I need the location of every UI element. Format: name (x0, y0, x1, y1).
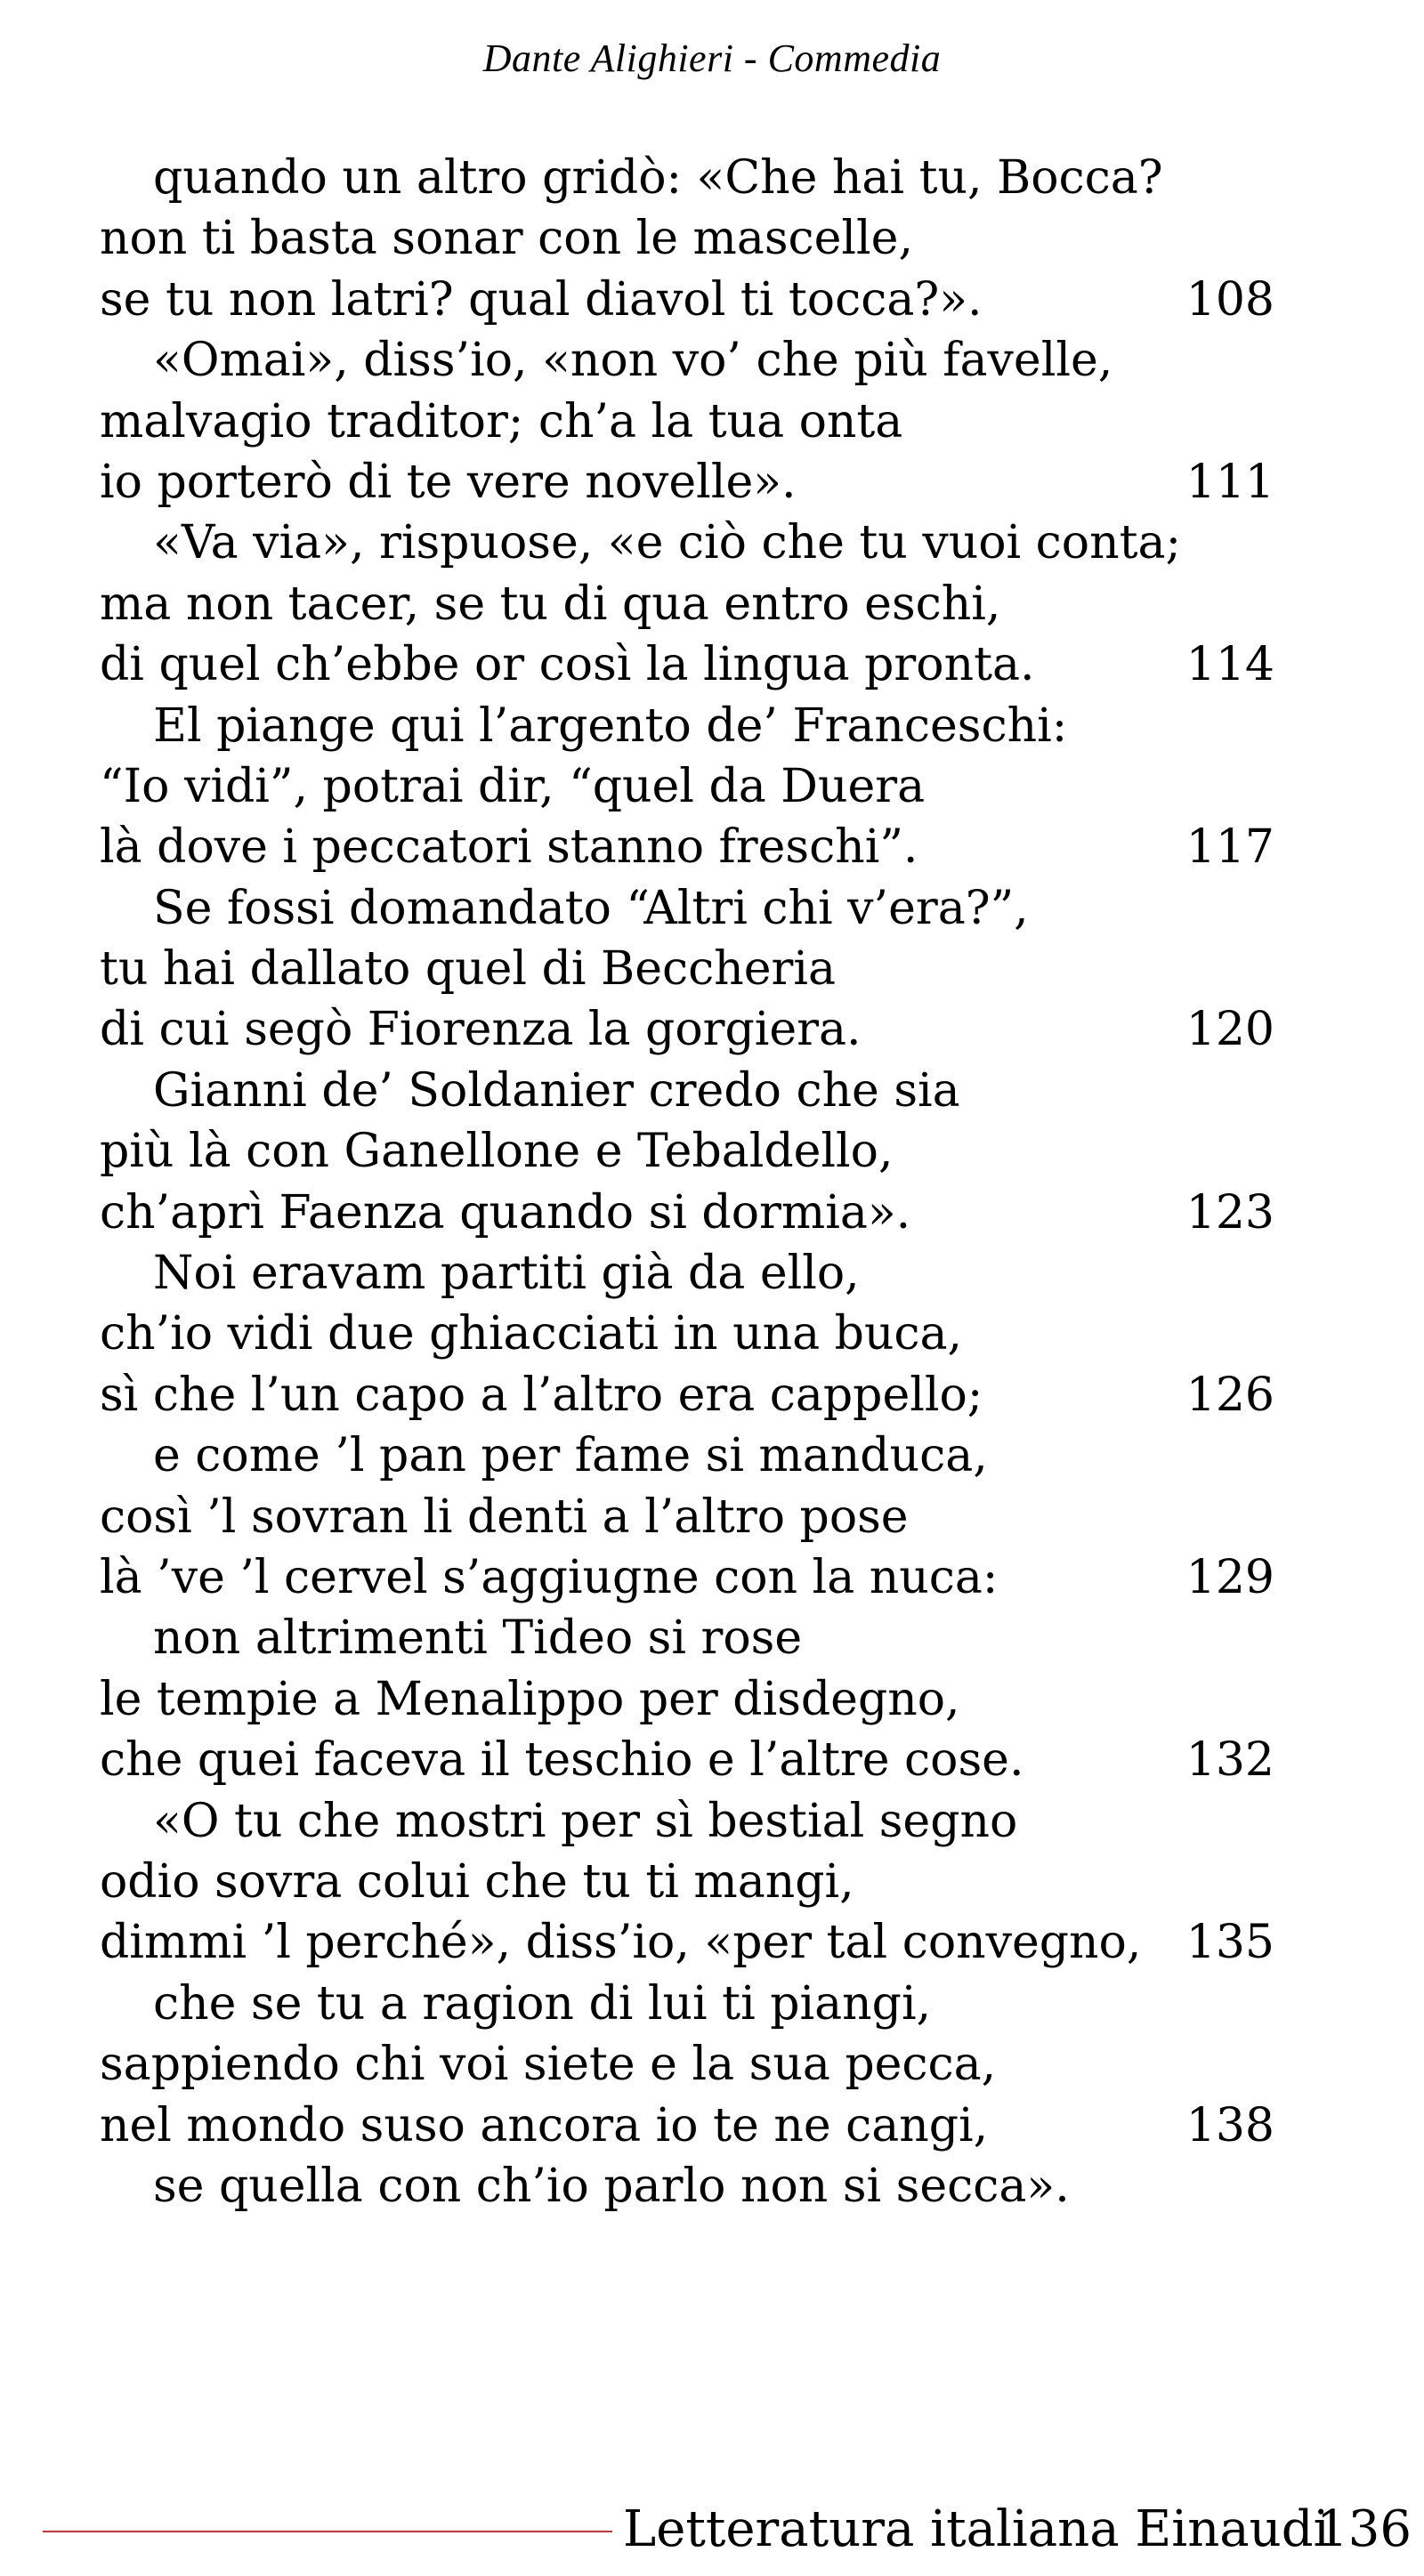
verse-text: ch’aprì Faenza quando si dormia». (100, 1185, 911, 1240)
verse-text: Gianni de’ Soldanier credo che sia (153, 1063, 960, 1118)
verse-text: dimmi ’l perché», diss’io, «per tal convegno, (100, 1916, 1142, 1970)
verse-line (100, 330, 1257, 391)
verse-line (100, 2096, 1274, 2156)
verse-line (100, 1121, 1257, 1182)
verse-text: là ’ve ’l cervel s’aggiugne con la nuca: (100, 1550, 999, 1604)
verse-line (100, 1791, 1257, 1852)
verse-number: 132 (1185, 1733, 1274, 1788)
verse-text: «Omai», diss’io, «non vo’ che più favelle, (153, 334, 1113, 388)
verse-line (100, 452, 1274, 513)
verse-text: ch’io vidi due ghiacciati in una buca, (100, 1307, 963, 1361)
page-footer (0, 2499, 1424, 2561)
verse-text: più là con Ganellone e Tebaldello, (100, 1125, 894, 1179)
verse-line (100, 270, 1274, 330)
verse-number: 111 (1185, 455, 1274, 509)
verse-line (100, 634, 1274, 695)
verse-text: non ti basta sonar con le mascelle, (100, 212, 913, 266)
verse-line (100, 1243, 1257, 1304)
verse-number: 117 (1185, 820, 1274, 875)
footer-publication-title: Letteratura italiana Einaudi (623, 2500, 1330, 2558)
verse-text: ma non tacer, se tu di qua entro eschi, (100, 577, 1001, 631)
verse-text: non altrimenti Tideo si rose (153, 1611, 803, 1666)
verse-line (100, 939, 1257, 999)
verse-text: “Io vidi”, potrai dir, “quel da Duera (100, 759, 926, 813)
verse-line (100, 2034, 1257, 2095)
verse-text: che se tu a ragion di lui ti piangi, (153, 1976, 932, 2031)
verse-text: malvagio traditor; ch’a la tua onta (100, 394, 903, 448)
verse-line (100, 513, 1257, 573)
verse-number: 135 (1185, 1916, 1274, 1970)
verse-line (100, 756, 1257, 817)
running-head-title: Dante Alighieri - Commedia (482, 36, 942, 80)
verse-line (100, 1608, 1257, 1668)
verse-line (100, 1487, 1257, 1547)
verse-line (100, 696, 1257, 756)
verse-text: io porterò di te vere novelle». (100, 455, 797, 509)
verse-number: 126 (1185, 1368, 1274, 1422)
verse-number: 138 (1185, 2098, 1274, 2152)
verse-line (100, 2156, 1257, 2217)
verse-line (100, 1061, 1257, 1121)
verse-text: odio sovra colui che tu ti mangi, (100, 1854, 854, 1909)
verse-text: se quella con ch’io parlo non si secca». (153, 2159, 1070, 2213)
verse-line (100, 1547, 1274, 1608)
verse-text: se tu non latri? qual diavol ti tocca?». (100, 272, 983, 327)
verse-number: 123 (1185, 1185, 1274, 1240)
verse-text: «Va via», rispuose, «e ciò che tu vuoi conta; (153, 516, 1181, 570)
verse-text: che quei faceva il teschio e l’altre cose. (100, 1733, 1024, 1788)
verse-text: sì che l’un capo a l’altro era cappello; (100, 1368, 983, 1422)
verse-text: le tempie a Menalippo per disdegno, (100, 1672, 960, 1726)
verse-text: così ’l sovran li denti a l’altro pose (100, 1490, 909, 1544)
verse-line (100, 878, 1257, 939)
verse-line (100, 1304, 1257, 1364)
verse-text: tu hai dallato quel di Beccheria (100, 942, 836, 997)
verse-line (100, 1912, 1274, 1973)
verse-text: là dove i peccatori stanno freschi”. (100, 820, 918, 875)
verse-number: 114 (1185, 638, 1274, 692)
verse-number: 129 (1185, 1550, 1274, 1604)
verse-text: Noi eravam partiti già da ello, (153, 1247, 860, 1301)
verse-text: nel mondo suso ancora io te ne cangi, (100, 2098, 989, 2152)
verse-line (100, 1852, 1257, 1912)
verse-text: di quel ch’ebbe or così la lingua pronta. (100, 638, 1035, 692)
verse-text: di cui segò Fiorenza la gorgiera. (100, 1003, 862, 1057)
verse-line (100, 148, 1257, 208)
verse-text: «O tu che mostri per sì bestial segno (153, 1794, 1018, 1848)
verse-line (100, 1669, 1257, 1730)
verse-text: El piange qui l’argento de’ Franceschi: (153, 699, 1068, 753)
verse-line (100, 1974, 1257, 2034)
page-number: 136 (1316, 2500, 1412, 2558)
poem-text (100, 148, 1274, 2217)
verse-line (100, 1183, 1274, 1243)
verse-line (100, 1425, 1257, 1486)
verse-text: quando un altro gridò: «Che hai tu, Bocca? (153, 151, 1163, 205)
verse-line (100, 1365, 1274, 1425)
verse-text: sappiendo chi voi siete e la sua pecca, (100, 2038, 997, 2092)
verse-line (100, 392, 1257, 452)
verse-line (100, 574, 1257, 634)
verse-number: 108 (1185, 272, 1274, 327)
verse-line (100, 817, 1274, 877)
footer-rule (43, 2531, 612, 2532)
verse-text: Se fossi domandato “Altri chi v’era?”, (153, 881, 1029, 935)
verse-line (100, 999, 1274, 1060)
verse-number: 120 (1185, 1003, 1274, 1057)
verse-text: e come ’l pan per fame si manduca, (153, 1429, 988, 1483)
verse-line (100, 208, 1257, 269)
verse-line (100, 1730, 1274, 1790)
